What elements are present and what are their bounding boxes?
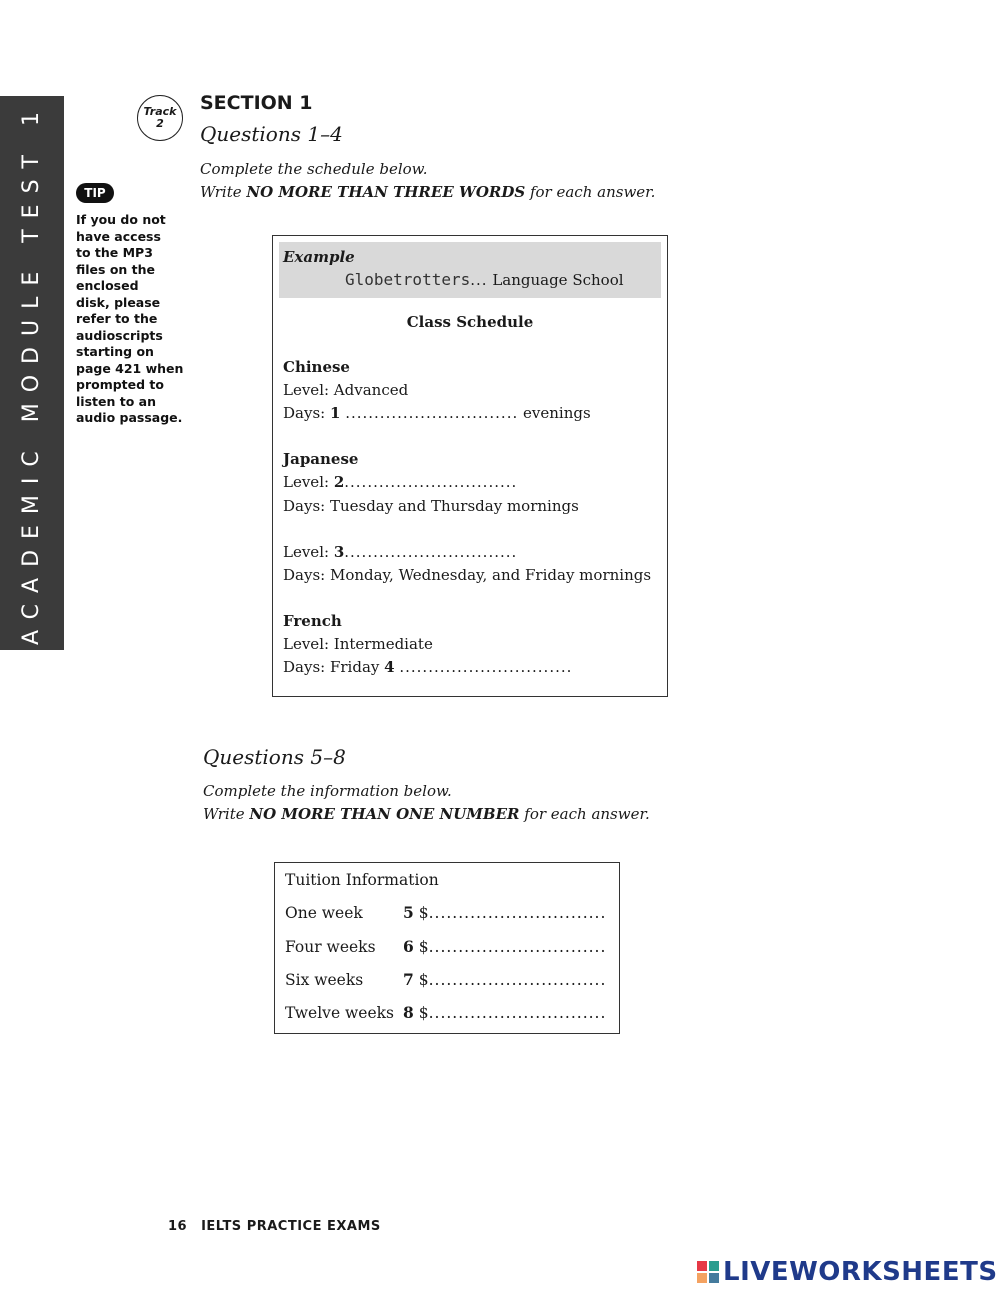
french-heading: French	[283, 612, 342, 630]
tip-line: starting on	[76, 344, 154, 359]
tip-badge: TIP	[76, 183, 114, 203]
part2-instructions	[203, 780, 650, 826]
answer-blank-4[interactable]: ..............................	[399, 658, 573, 676]
tip-line: to the MP3	[76, 245, 153, 260]
tip-line: audio passage.	[76, 410, 183, 425]
chinese-heading: Chinese	[283, 358, 350, 376]
questions-1-4-heading: Questions 1–4	[200, 122, 343, 146]
track-number: 2	[156, 117, 164, 130]
japanese-days-1: Days: Tuesday and Thursday mornings	[283, 497, 579, 515]
chinese-days: Days: 1 .............................. evenings	[283, 404, 591, 422]
book-title: IELTS PRACTICE EXAMS	[201, 1219, 381, 1234]
answer-blank-2[interactable]: ..............................	[344, 473, 518, 491]
track-label: Track	[143, 105, 177, 118]
example-answer: Globetrotters	[345, 270, 471, 289]
tip-line: If you do not	[76, 212, 166, 227]
tip-line: page 421 when	[76, 360, 184, 376]
answer-blank-3[interactable]: ..............................	[344, 543, 518, 561]
example-label: Example	[283, 248, 355, 266]
chinese-level: Level: Advanced	[283, 381, 409, 399]
question-2-number: 2	[333, 473, 345, 491]
class-schedule-box	[272, 235, 668, 697]
question-3-number: 3	[333, 543, 345, 561]
track-badge	[137, 95, 183, 141]
question-7-number: 7	[403, 970, 414, 989]
tip-line: files on the	[76, 261, 156, 277]
part1-instruction-1: Complete the schedule below.	[200, 160, 428, 178]
part2-instruction-2: Write NO MORE THAN ONE NUMBER for each answer.	[203, 805, 650, 823]
question-6-number: 6	[403, 937, 414, 956]
answer-blank-7[interactable]: ..............................	[428, 971, 607, 989]
japanese-days-2: Days: Monday, Wednesday, and Friday mornings	[283, 566, 652, 584]
french-days: Days: Friday 4 ..............................	[283, 658, 573, 676]
question-8-number: 8	[403, 1003, 414, 1022]
japanese-level-2: Level: 3..............................	[283, 543, 518, 561]
logo-squares-icon	[697, 1261, 719, 1283]
answer-blank-1[interactable]: ..............................	[345, 404, 519, 422]
page-number: 16	[168, 1219, 188, 1234]
tuition-row: Four weeks 6 $..............................	[285, 937, 607, 956]
tuition-title: Tuition Information	[285, 871, 439, 889]
tuition-row: Twelve weeks 8 $..............................	[285, 1003, 607, 1022]
side-tab-text: ACADEMIC MODULE TEST 1	[19, 101, 44, 645]
answer-blank-6[interactable]: ..............................	[428, 938, 607, 956]
section-title: SECTION 1	[200, 92, 313, 114]
japanese-heading: Japanese	[283, 450, 359, 468]
part1-instruction-2: Write NO MORE THAN THREE WORDS for each answer.	[200, 183, 656, 201]
part2-instruction-1: Complete the information below.	[203, 782, 452, 800]
tip-line: listen to an	[76, 393, 156, 409]
tuition-information-box	[274, 862, 620, 1034]
page-footer	[168, 1219, 381, 1234]
question-5-number: 5	[403, 903, 414, 922]
french-level: Level: Intermediate	[283, 635, 433, 653]
example-line: Globetrotters... Language School	[345, 270, 624, 289]
tip-text	[76, 212, 186, 427]
schedule-title: Class Schedule	[406, 313, 534, 331]
liveworksheets-logo[interactable]	[697, 1257, 998, 1287]
japanese-level-1: Level: 2..............................	[283, 473, 518, 491]
tip-line: enclosed	[76, 278, 139, 293]
logo-text: LIVEWORKSHEETS	[723, 1257, 998, 1287]
side-tab	[0, 96, 64, 650]
questions-5-8-heading: Questions 5–8	[203, 745, 346, 769]
part1-instructions	[200, 158, 655, 204]
tip-line: have access	[76, 228, 161, 244]
tip-line: audioscripts	[76, 327, 163, 343]
question-1-number: 1	[329, 404, 341, 422]
answer-blank-5[interactable]: ..............................	[428, 904, 607, 922]
tip-line: disk, please	[76, 294, 161, 310]
tip-line: prompted to	[76, 377, 164, 392]
answer-blank-8[interactable]: ..............................	[428, 1004, 607, 1022]
tip-line: refer to the	[76, 311, 158, 326]
example-band	[279, 242, 661, 298]
tuition-row: Six weeks 7 $..............................	[285, 970, 607, 989]
tuition-row: One week 5 $..............................	[285, 903, 607, 922]
question-4-number: 4	[384, 658, 395, 676]
